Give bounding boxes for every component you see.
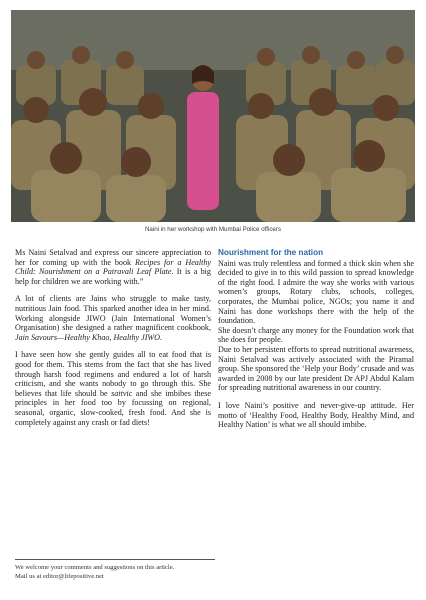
book-title-recipes: Recipes for a Healthy Child: Nourishment on a Patravali Leaf Plate: [15, 257, 211, 277]
photo-caption: Naini in her workshop with Mumbai Police officers: [144, 226, 282, 233]
right-paragraph-3: Due to her persistent efforts to spread nutritional awareness, Naini Setalvad was actively associated with the Piramal group. She sponsored the ‘Help your Body’ crusade and was awarded in 2008 by our late president Dr APJ Abdul Kalam for spreading nutritional awareness in our country.: [218, 344, 414, 393]
left-paragraph-2: A lot of clients are Jains who struggle to make tasty, nutritious Jain food. This sparked another idea in her mind. Working alongside JIWO (Jain International Women’s Organisation) she designed a rather magnificent cookbook, Jain Savours—Healthy Khao, Healthy JIWO.: [15, 294, 211, 342]
right-paragraph-1: Naini was truly relentless and formed a thick skin when she decided to give in to this wild passion to spread knowledge of the right food. I admire the way she works with various women’s groups, Rotary clubs, schools, colleges, corporates, the Mumbai police, NGOs; you name it and Naini has done workshops there with the help of the foundation.: [218, 258, 414, 326]
right-paragraph-2: She doesn’t charge any money for the Foundation work that she does for people.: [218, 325, 414, 345]
left-paragraph-1: Ms Naini Setalvad and express our sincere appreciation to her for coming up with the book Recipes for a Healthy Child: Nourishment on a Patravali Leaf Plate. It is a big help for children we are working with.”: [15, 248, 211, 286]
footnote-email-line[interactable]: Mail us at editor@lifepositive.net: [15, 573, 104, 580]
footnote-line-1: We welcome your comments and suggestions on this article.: [15, 564, 175, 571]
left-column: [15, 248, 211, 435]
left-paragraph-3: I have seen how she gently guides all to eat food that is good for them. This stems from the fact that she has lived through harsh food regimens and endured a lot of harsh criticism, and she wants nobody to go through this. She believes that life should be sattvic and she imbibes these principles in her food too by focussing on regional, seasonal, organic, slow-cooked, fresh food. And she is completely against any crash or fad diets!: [15, 350, 211, 427]
presenter-figure: [187, 92, 219, 210]
book-title-jain-savours: Jain Savours—Healthy Khao, Healthy JIWO: [15, 332, 160, 342]
term-sattvic: sattvic: [111, 388, 133, 398]
workshop-photo-illustration: [11, 10, 415, 222]
right-paragraph-4: I love Naini’s positive and never-give-up attitude. Her motto of ‘Healthy Food, Healthy Body, Healthy Mind, and Healthy Nation’ is what we all should imbibe.: [218, 400, 414, 430]
footnote: [15, 559, 215, 581]
right-column: [218, 248, 414, 430]
section-heading: Nourishment for the nation: [218, 248, 324, 257]
workshop-photo: [11, 10, 415, 222]
